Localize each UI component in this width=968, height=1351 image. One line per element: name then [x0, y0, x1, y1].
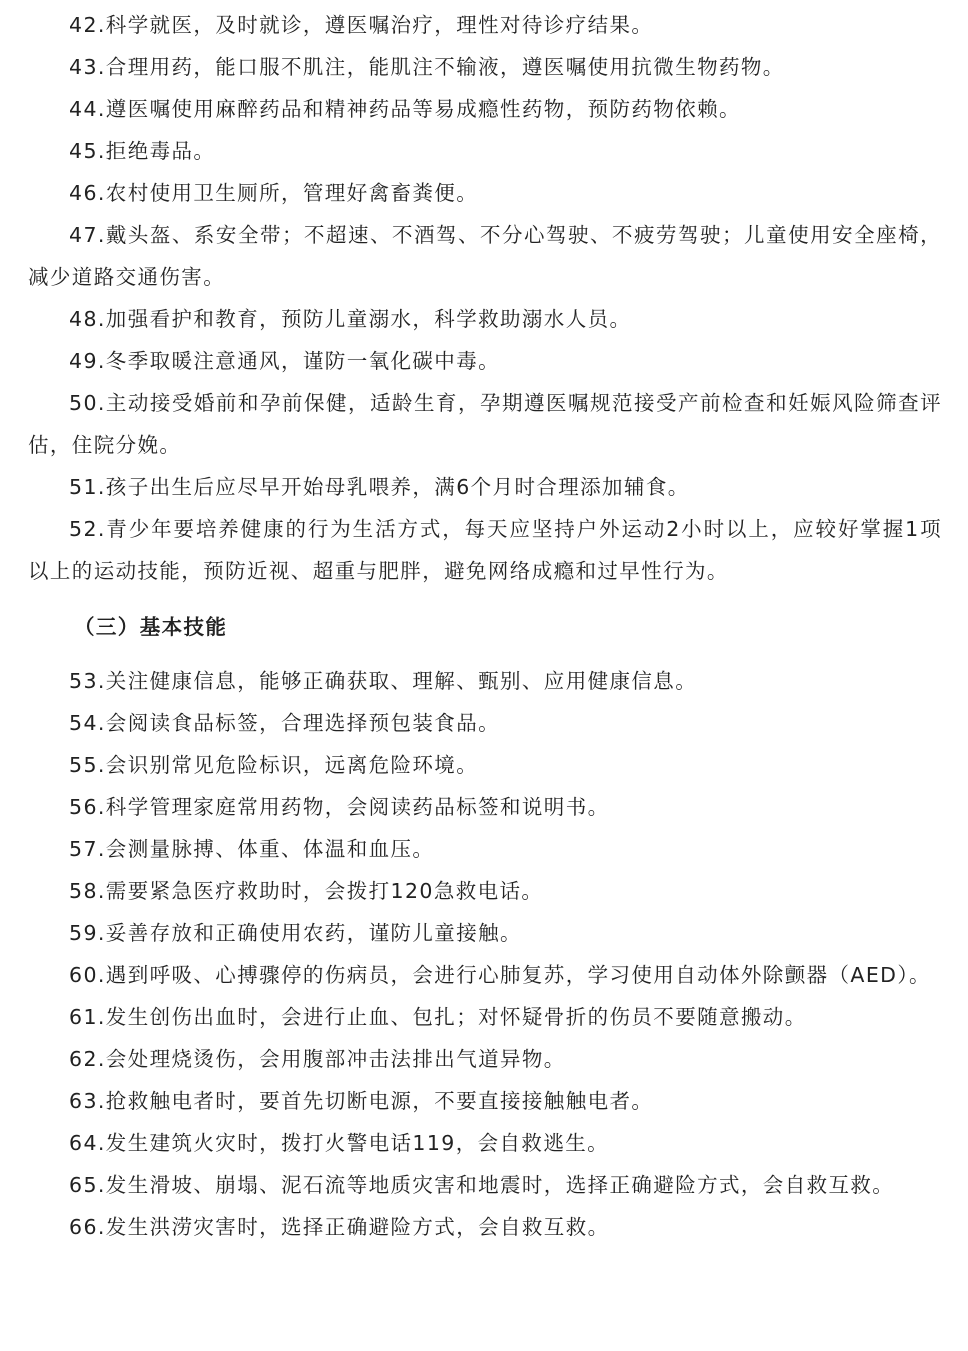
section-heading-basic-skills: （三）基本技能: [74, 615, 228, 639]
list-item-58: 58.需要紧急医疗救助时，会拨打120急救电话。: [69, 879, 544, 903]
health-behavior-list: [28, 0, 942, 592]
list-item-66: 66.发生洪涝灾害时，选择正确避险方式，会自救互救。: [69, 1215, 610, 1239]
list-item-59: 59.妥善存放和正确使用农药，谨防儿童接触。: [69, 921, 522, 945]
list-item-51: 51.孩子出生后应尽早开始母乳喂养，满6个月时合理添加辅食。: [69, 475, 690, 499]
list-item-43: 43.合理用药，能口服不肌注，能肌注不输液，遵医嘱使用抗微生物药物。: [69, 55, 785, 79]
list-item-60: 60.遇到呼吸、心搏骤停的伤病员，会进行心肺复苏，学习使用自动体外除颤器（AED）。: [69, 963, 931, 987]
list-item-44: 44.遵医嘱使用麻醉药品和精神药品等易成瘾性药物，预防药物依赖。: [69, 97, 741, 121]
list-item-56: 56.科学管理家庭常用药物，会阅读药品标签和说明书。: [69, 795, 610, 819]
list-item-64: 64.发生建筑火灾时，拨打火警电话119，会自救逃生。: [69, 1131, 610, 1155]
list-item-65: 65.发生滑坡、崩塌、泥石流等地质灾害和地震时，选择正确避险方式，会自救互救。: [69, 1173, 895, 1197]
list-item-45: 45.拒绝毒品。: [69, 139, 216, 163]
list-item-42: 42.科学就医，及时就诊，遵医嘱治疗，理性对待诊疗结果。: [69, 13, 654, 37]
list-item-55: 55.会识别常见危险标识，远离危险环境。: [69, 753, 479, 777]
list-item-57: 57.会测量脉搏、体重、体温和血压。: [69, 837, 435, 861]
list-item-52: 52.青少年要培养健康的行为生活方式，每天应坚持户外运动2小时以上，应较好掌握1项以上的运动技能，预防近视、超重与肥胖，避免网络成瘾和过早性行为。: [28, 517, 942, 583]
list-item-49: 49.冬季取暖注意通风，谨防一氧化碳中毒。: [69, 349, 501, 373]
basic-skills-list: [28, 660, 942, 1248]
list-item-46: 46.农村使用卫生厕所，管理好禽畜粪便。: [69, 181, 479, 205]
list-item-63: 63.抢救触电者时，要首先切断电源，不要直接接触触电者。: [69, 1089, 654, 1113]
list-item-47: 47.戴头盔、系安全带；不超速、不酒驾、不分心驾驶、不疲劳驾驶；儿童使用安全座椅，减少道路交通伤害。: [28, 223, 942, 289]
list-item-54: 54.会阅读食品标签，合理选择预包装食品。: [69, 711, 501, 735]
list-item-61: 61.发生创伤出血时，会进行止血、包扎；对怀疑骨折的伤员不要随意搬动。: [69, 1005, 807, 1029]
list-item-50: 50.主动接受婚前和孕前保健，适龄生育，孕期遵医嘱规范接受产前检查和妊娠风险筛查评估，住院分娩。: [28, 391, 942, 457]
list-item-62: 62.会处理烧烫伤，会用腹部冲击法排出气道异物。: [69, 1047, 566, 1071]
list-item-53: 53.关注健康信息，能够正确获取、理解、甄别、应用健康信息。: [69, 669, 698, 693]
list-item-48: 48.加强看护和教育，预防儿童溺水，科学救助溺水人员。: [69, 307, 632, 331]
